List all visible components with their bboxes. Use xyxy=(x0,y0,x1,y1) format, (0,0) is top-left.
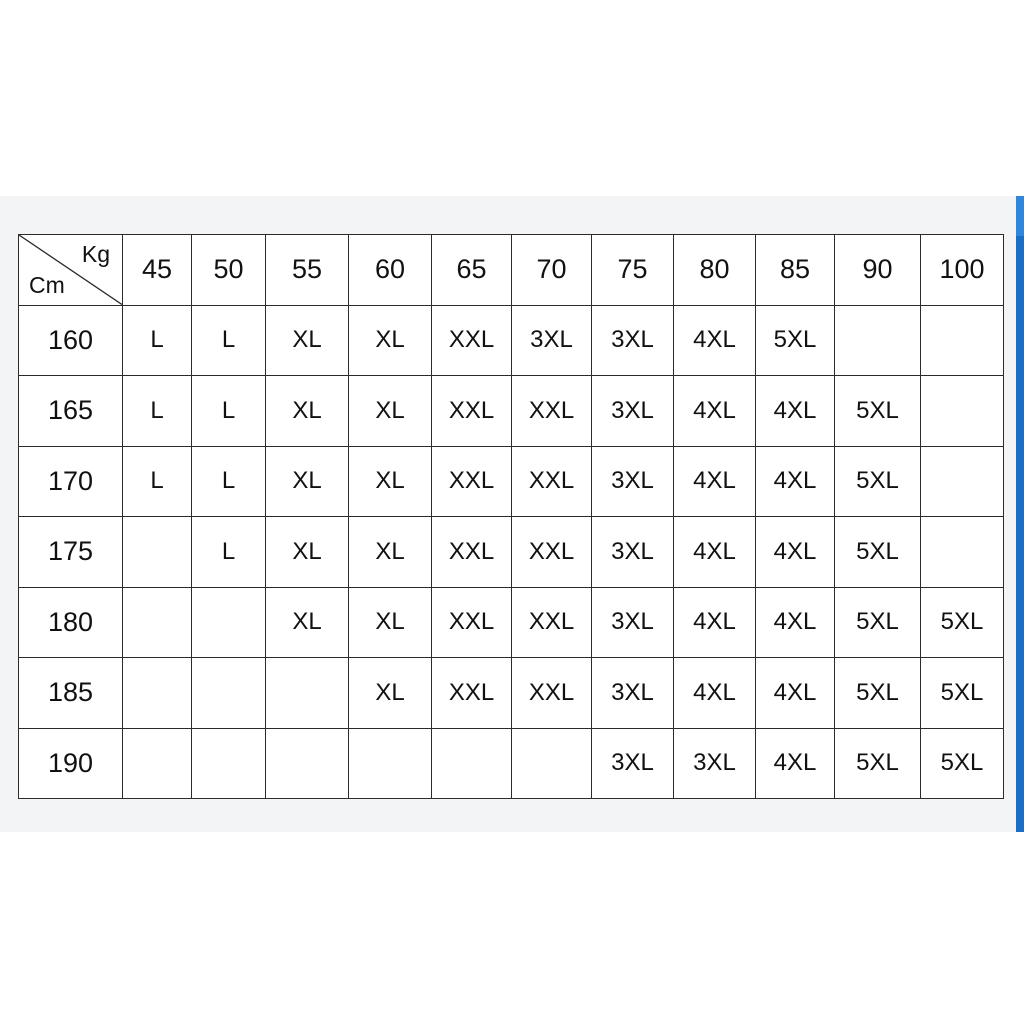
row-header: 185 xyxy=(19,658,123,729)
column-header: 55 xyxy=(266,235,349,306)
size-cell xyxy=(123,517,192,588)
size-cell xyxy=(512,728,592,799)
size-cell: 4XL xyxy=(674,446,756,517)
column-header: 45 xyxy=(123,235,192,306)
column-header: 85 xyxy=(756,235,835,306)
size-cell: 3XL xyxy=(592,517,674,588)
size-chart-table xyxy=(18,234,1004,799)
size-cell: XXL xyxy=(512,376,592,447)
size-cell: 4XL xyxy=(756,517,835,588)
size-cell: 4XL xyxy=(756,728,835,799)
table-row xyxy=(19,728,1004,799)
row-header: 160 xyxy=(19,305,123,376)
size-cell: L xyxy=(192,305,266,376)
size-cell xyxy=(921,446,1004,517)
corner-weight-label: Kg xyxy=(81,241,110,267)
column-header: 65 xyxy=(432,235,512,306)
row-header: 170 xyxy=(19,446,123,517)
size-cell: XL xyxy=(266,587,349,658)
right-edge-strip-top xyxy=(1016,196,1024,236)
size-cell xyxy=(123,658,192,729)
size-cell: XXL xyxy=(432,658,512,729)
size-cell: L xyxy=(192,517,266,588)
size-cell: L xyxy=(123,446,192,517)
table-row xyxy=(19,376,1004,447)
right-edge-strip xyxy=(1016,196,1024,832)
size-cell: 4XL xyxy=(756,446,835,517)
size-cell: XL xyxy=(349,517,432,588)
table-header-row xyxy=(19,235,1004,306)
table-row xyxy=(19,658,1004,729)
size-cell: XL xyxy=(266,446,349,517)
size-cell: 4XL xyxy=(756,587,835,658)
size-cell: L xyxy=(192,376,266,447)
size-cell xyxy=(921,305,1004,376)
size-cell: XXL xyxy=(512,658,592,729)
size-cell: 5XL xyxy=(756,305,835,376)
row-header: 175 xyxy=(19,517,123,588)
size-cell: XL xyxy=(349,376,432,447)
size-cell xyxy=(921,517,1004,588)
size-cell: XXL xyxy=(432,517,512,588)
size-cell xyxy=(349,728,432,799)
size-cell: 4XL xyxy=(674,587,756,658)
size-cell xyxy=(266,658,349,729)
size-cell xyxy=(192,658,266,729)
size-cell: XXL xyxy=(432,587,512,658)
size-cell: 4XL xyxy=(674,376,756,447)
size-chart-container xyxy=(18,234,1003,799)
row-header: 180 xyxy=(19,587,123,658)
column-header: 80 xyxy=(674,235,756,306)
size-cell xyxy=(192,728,266,799)
size-cell: XL xyxy=(266,517,349,588)
corner-header-cell xyxy=(19,235,123,306)
size-cell: 5XL xyxy=(921,658,1004,729)
size-cell: XXL xyxy=(512,446,592,517)
size-cell: 5XL xyxy=(835,728,921,799)
size-cell: 3XL xyxy=(592,305,674,376)
size-cell: XL xyxy=(349,658,432,729)
size-cell: 3XL xyxy=(512,305,592,376)
size-cell: 4XL xyxy=(674,658,756,729)
size-cell: XXL xyxy=(432,446,512,517)
size-cell: 3XL xyxy=(592,376,674,447)
size-cell xyxy=(123,587,192,658)
size-cell: XXL xyxy=(512,517,592,588)
size-cell: XXL xyxy=(432,376,512,447)
size-cell xyxy=(192,587,266,658)
size-cell: 5XL xyxy=(921,587,1004,658)
column-header: 100 xyxy=(921,235,1004,306)
size-cell: XXL xyxy=(512,587,592,658)
column-header: 90 xyxy=(835,235,921,306)
size-cell: XXL xyxy=(432,305,512,376)
size-cell xyxy=(432,728,512,799)
table-row xyxy=(19,517,1004,588)
size-cell: 4XL xyxy=(674,305,756,376)
size-cell: 4XL xyxy=(756,376,835,447)
size-cell xyxy=(123,728,192,799)
column-header: 50 xyxy=(192,235,266,306)
table-row xyxy=(19,587,1004,658)
size-cell: XL xyxy=(266,376,349,447)
size-cell xyxy=(835,305,921,376)
size-cell: XL xyxy=(349,305,432,376)
size-cell: L xyxy=(123,305,192,376)
size-cell: XL xyxy=(266,305,349,376)
size-cell: 5XL xyxy=(835,446,921,517)
size-cell: 3XL xyxy=(592,587,674,658)
size-cell: 3XL xyxy=(592,446,674,517)
size-cell: 5XL xyxy=(835,658,921,729)
size-cell: XL xyxy=(349,587,432,658)
size-cell: 3XL xyxy=(674,728,756,799)
size-cell: L xyxy=(123,376,192,447)
size-cell: 4XL xyxy=(756,658,835,729)
size-cell: 5XL xyxy=(835,376,921,447)
row-header: 190 xyxy=(19,728,123,799)
size-cell: 4XL xyxy=(674,517,756,588)
column-header: 60 xyxy=(349,235,432,306)
corner-height-label: Cm xyxy=(29,271,65,298)
size-cell xyxy=(266,728,349,799)
size-cell: 3XL xyxy=(592,728,674,799)
table-row xyxy=(19,305,1004,376)
column-header: 70 xyxy=(512,235,592,306)
size-cell: 5XL xyxy=(921,728,1004,799)
size-cell: 3XL xyxy=(592,658,674,729)
size-cell: 5XL xyxy=(835,587,921,658)
column-header: 75 xyxy=(592,235,674,306)
row-header: 165 xyxy=(19,376,123,447)
size-cell: 5XL xyxy=(835,517,921,588)
table-row xyxy=(19,446,1004,517)
size-cell: XL xyxy=(349,446,432,517)
size-cell: L xyxy=(192,446,266,517)
size-cell xyxy=(921,376,1004,447)
